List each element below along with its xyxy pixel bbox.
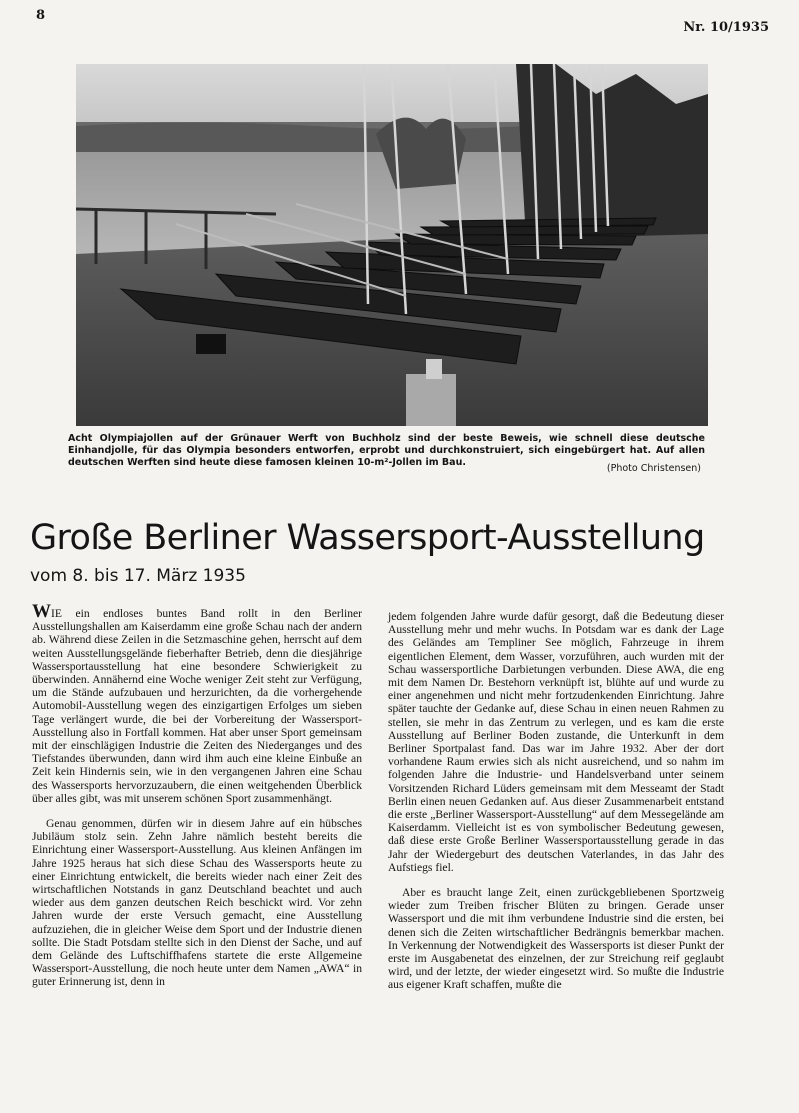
- article-title: Große Berliner Wassersport-Ausstellung: [30, 518, 705, 558]
- photo-caption: Acht Olympiajollen auf der Grünauer Werft von Buchholz sind der beste Beweis, wie schnell diese deutsche Einhandjolle, für das Olympia besonders entworfen, erprobt und durchkonstruiert, sich eingebürgert hat. Auf allen deutschen Werften sind heute diese famosen kleinen 10-m²-Jollen im Bau.: [68, 433, 705, 468]
- paragraph-2: Genau genommen, dürfen wir in diesem Jahre auf ein hübsches Jubiläum stolz sein. Zehn Jahre nämlich besteht bereits die Einrichtung einer Wassersport-Ausstellung. Aus kleinen Anfängen im Jahre 1925 heraus hat sich diese Schau des Wassersports heute zu einer Einrichtung entwickelt, die bereits wieder nach einer Zeit des wirtschaftlichen Notstands in ganz Deutschland beachtet und auch wieder aus dem ganzen deutschen Reich beschickt wird. Vor zehn Jahren wurde der erste Versuch gemacht, eine Ausstellung aufzuziehen, die in gleicher Weise dem Sport und der Industrie dienen sollte. Die Stadt Potsdam stellte sich in den Dienst der Sache, und auf dem Gelände des Luftschiffhafens startete die erste Allgemeine Wassersport-Ausstellung, die noch heute unter dem Namen „AWA“ in guter Erinnerung ist, denn in: [32, 817, 362, 989]
- article-subtitle: vom 8. bis 17. März 1935: [30, 566, 246, 586]
- drop-cap: W: [32, 601, 51, 622]
- paragraph-1: [32, 601, 362, 805]
- paragraph-4: Aber es braucht lange Zeit, einen zurückgebliebenen Sportzweig wieder zum Treiben frischer Blüten zu bringen. Gerade unser Wassersport und die mit ihm verbundene Industrie sind die ersten, bei denen sich die Zeiten wirtschaftlicher Bedrängnis bemerkbar machen. In Verkennung der Notwendigkeit des Wassersports ist dieser Punkt der erste im Ausgabenetat des einzelnen, der zur Streichung reif geglaubt wird, und der letzte, der wieder eingesetzt wird. So mußte die Industrie aus eigener Kraft schaffen, mußte die: [388, 886, 724, 992]
- page-number: 8: [36, 8, 46, 23]
- photo-credit: (Photo Christensen): [606, 463, 701, 474]
- paragraph-3: jedem folgenden Jahre wurde dafür gesorgt, daß die Bedeutung dieser Ausstellung mehr und mehr wuchs. In Potsdam war es dank der Lage des Geländes am Templiner See möglich, Fahrzeuge in ihrem eigentlichen Element, dem Wasser, vorzuführen, auch wurden mit der Schau wassersportliche Darbietungen verbunden. Diese AWA, die eng mit dem Namen Dr. Bestehorn verknüpft ist, blühte auf und wurde zu einer angenehmen und nicht mehr fortzudenkenden Einrichtung. Jahre später tauchte der Gedanke auf, diese Schau in einen neuen Rahmen zu stellen, sie mehr in das Zentrum zu verlegen, und es kam die erste Ausstellung auf Berliner Boden zustande, die Unterkunft in dem Berliner Sportpalast fand. Das war im Jahre 1932. Aber der dort vorhandene Raum erwies sich als nicht ausreichend, und so nahm im folgenden Jahre die Industrie- und Handelsverband unter seinem Vorsitzenden Richard Lüders gemeinsam mit dem Messeamt der Stadt Berlin einen neuen Gedanken auf. Aus dieser Zusammenarbeit entstand die erste „Berliner Wassersport-Ausstellung“ auf dem Messegelände am Kaiserdamm. Vielleicht ist es von symbolischer Bedeutung gewesen, daß diese erste Große Berliner Wassersportausstellung gerade in das Jahr der Wiedergeburt des deutschen Vaterlandes, in das Jahr des Aufstiegs fiel.: [388, 610, 724, 874]
- article-column-left: [32, 601, 362, 1001]
- issue-number: Nr. 10/1935: [683, 20, 769, 35]
- olympic-dinghies-photo: [76, 64, 708, 426]
- paragraph-1-text: IE ein endloses buntes Band rollt in den Berliner Ausstellungshallen am Kaiserdamm eine große Schau nach der andern ab. Während diese Zeilen in die Setzmaschine gehen, herrscht auf dem weiten Ausstellungsgelände fieberhafter Betrieb, denn die diesjährige Wassersportausstellung hat eine besondere Schwierigkeit zu überwinden. Annähernd eine Woche weniger Zeit steht zur Verfügung, um die Stände aufzubauen und herzurichten, da die vorhergehende Automobil-Ausstellung wegen des einzigartigen Erfolges um sieben Tage verlängert wurde, die bei der Vorbereitung der Wassersport-Ausstellung also in Fortfall kommen. Hat aber unser Sport gemeinsam mit der einschlägigen Industrie die Zeiten des Niederganges und des Tiefstandes überwunden, dann wird ihm auch eine kleine Einbuße an Zeit kein Hindernis sein, wie in den vergangenen Jahren eine Schau des Wassersports hervorzuzaubern, die einen weitgehenden Überblick über alles gibt, was mit unserem schönen Sport zusammenhängt.: [32, 607, 362, 805]
- article-column-right: [388, 610, 724, 1004]
